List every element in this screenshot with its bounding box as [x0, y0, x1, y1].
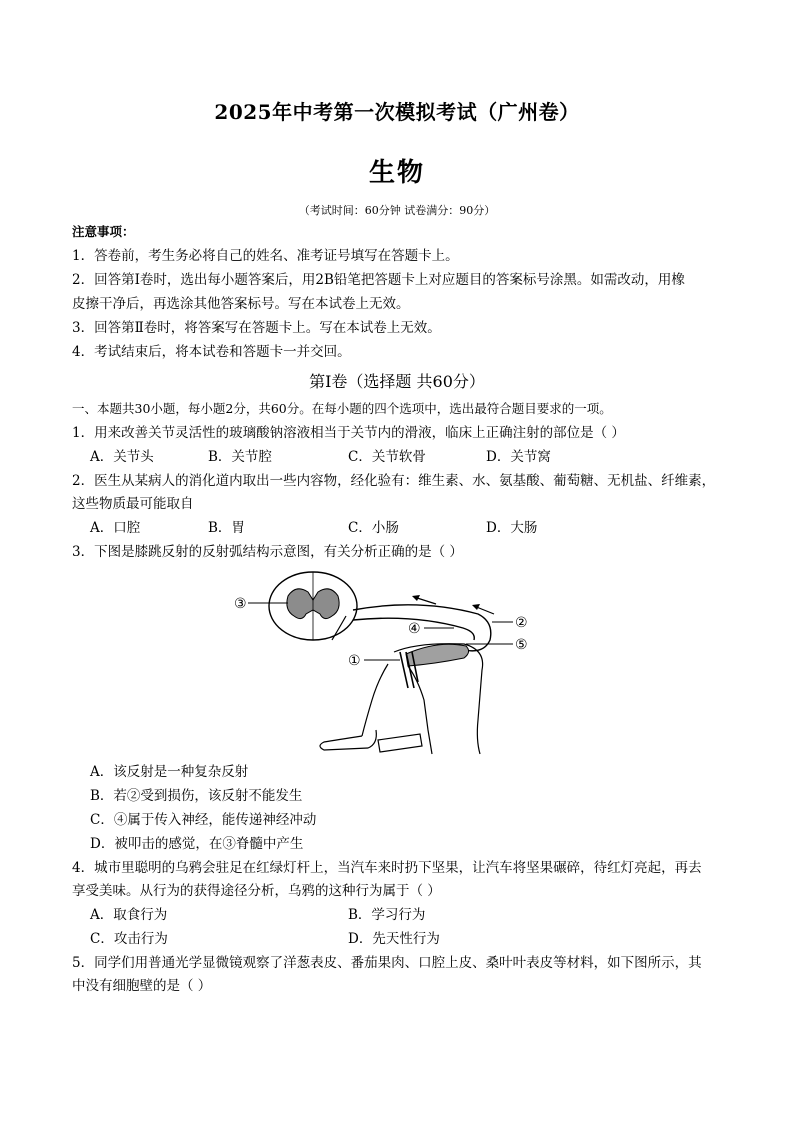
q4-stem-line2: 享受美味。从行为的获得途径分析，乌鸦的这种行为属于（ ） [72, 883, 441, 899]
q2-stem-line1: 2．医生从某病人的消化道内取出一些内容物，经化验有：维生素、水、氨基酸、葡萄糖、无机盐、纤维素， [72, 473, 716, 489]
notice-item-4: 4．考试结束后，将本试卷和答题卡一并交回。 [72, 344, 351, 360]
q4-option-b: B．学习行为 [348, 907, 426, 923]
section-title: 第Ⅰ卷（选择题 共60分） [309, 372, 485, 391]
q5-stem-line1: 5．同学们用普通光学显微镜观察了洋葱表皮、番茄果肉、口腔上皮、桑叶叶表皮等材料，如下图所示，其 [72, 955, 702, 971]
lower-leg-back-outline [362, 664, 388, 736]
label-1: ① [348, 653, 361, 669]
label-3: ③ [234, 596, 247, 612]
q4-stem-line1: 4．城市里聪明的乌鸦会驻足在红绿灯杆上，当汽车来时扔下坚果，让汽车将坚果碾碎，待红灯亮起，再去 [72, 860, 702, 876]
notice-item-3: 3．回答第Ⅱ卷时，将答案写在答题卡上。写在本试卷上无效。 [72, 320, 441, 336]
q3-option-c: C．④属于传入神经，能传递神经冲动 [90, 812, 317, 828]
q1-option-a: A．关节头 [90, 449, 154, 465]
q2-option-b: B．胃 [208, 520, 245, 536]
q4-option-a: A．取食行为 [90, 907, 168, 923]
sock-band [378, 734, 422, 752]
q2-option-c: C．小肠 [348, 520, 399, 536]
notice-heading: 注意事项： [72, 224, 135, 239]
q1-option-b: B．关节腔 [208, 449, 272, 465]
quadriceps-muscle [406, 644, 469, 666]
q2-option-a: A．口腔 [90, 520, 141, 536]
q3-option-d: D．被叩击的感觉，在③脊髓中产生 [90, 836, 304, 852]
notice-item-2-cont: 皮擦干净后，再选涂其他答案标号。写在本试卷上无效。 [72, 296, 410, 312]
q1-stem: 1．用来改善关节灵活性的玻璃酸钠溶液相当于关节内的滑液，临床上正确注射的部位是（ ） [72, 425, 625, 441]
foot-outline [320, 730, 376, 750]
q4-option-c: C．攻击行为 [90, 931, 168, 947]
time-note: （考试时间：60分钟 试卷满分：90分） [298, 204, 496, 217]
q4-option-d: D．先天性行为 [348, 931, 440, 947]
q1-option-d: D．关节窝 [486, 449, 551, 465]
section-instruction: 一、本题共30小题，每小题2分，共60分。在每小题的四个选项中，选出最符合题目要求的一项。 [72, 401, 612, 416]
notice-item-2: 2．回答第Ⅰ卷时，选出每小题答案后，用2B铅笔把答题卡上对应题目的答案标号涂黑。如需改动，用橡 [72, 272, 685, 288]
impulse-arrow-head-2 [472, 604, 480, 610]
label-4: ④ [408, 621, 421, 637]
reflex-arc-diagram [228, 570, 548, 760]
q5-stem-line2: 中没有细胞壁的是（ ） [72, 978, 212, 994]
subject-title: 生物 [368, 158, 425, 188]
q3-option-b: B．若②受到损伤，该反射不能发生 [90, 788, 303, 804]
reflex-arc-figure [228, 570, 548, 760]
label-2: ② [515, 615, 528, 631]
q2-stem-line2: 这些物质最可能取自 [72, 496, 194, 512]
q3-stem: 3．下图是膝跳反射的反射弧结构示意图，有关分析正确的是（ ） [72, 544, 463, 560]
q2-option-d: D．大肠 [486, 520, 538, 536]
label-5: ⑤ [515, 637, 528, 653]
exam-title: 2025年中考第一次模拟考试（广州卷） [214, 100, 580, 124]
q1-option-c: C．关节软骨 [348, 449, 426, 465]
notice-item-1: 1．答卷前，考生务必将自己的姓名、准考证号填写在答题卡上。 [72, 248, 459, 264]
q3-option-a: A．该反射是一种复杂反射 [90, 764, 249, 780]
